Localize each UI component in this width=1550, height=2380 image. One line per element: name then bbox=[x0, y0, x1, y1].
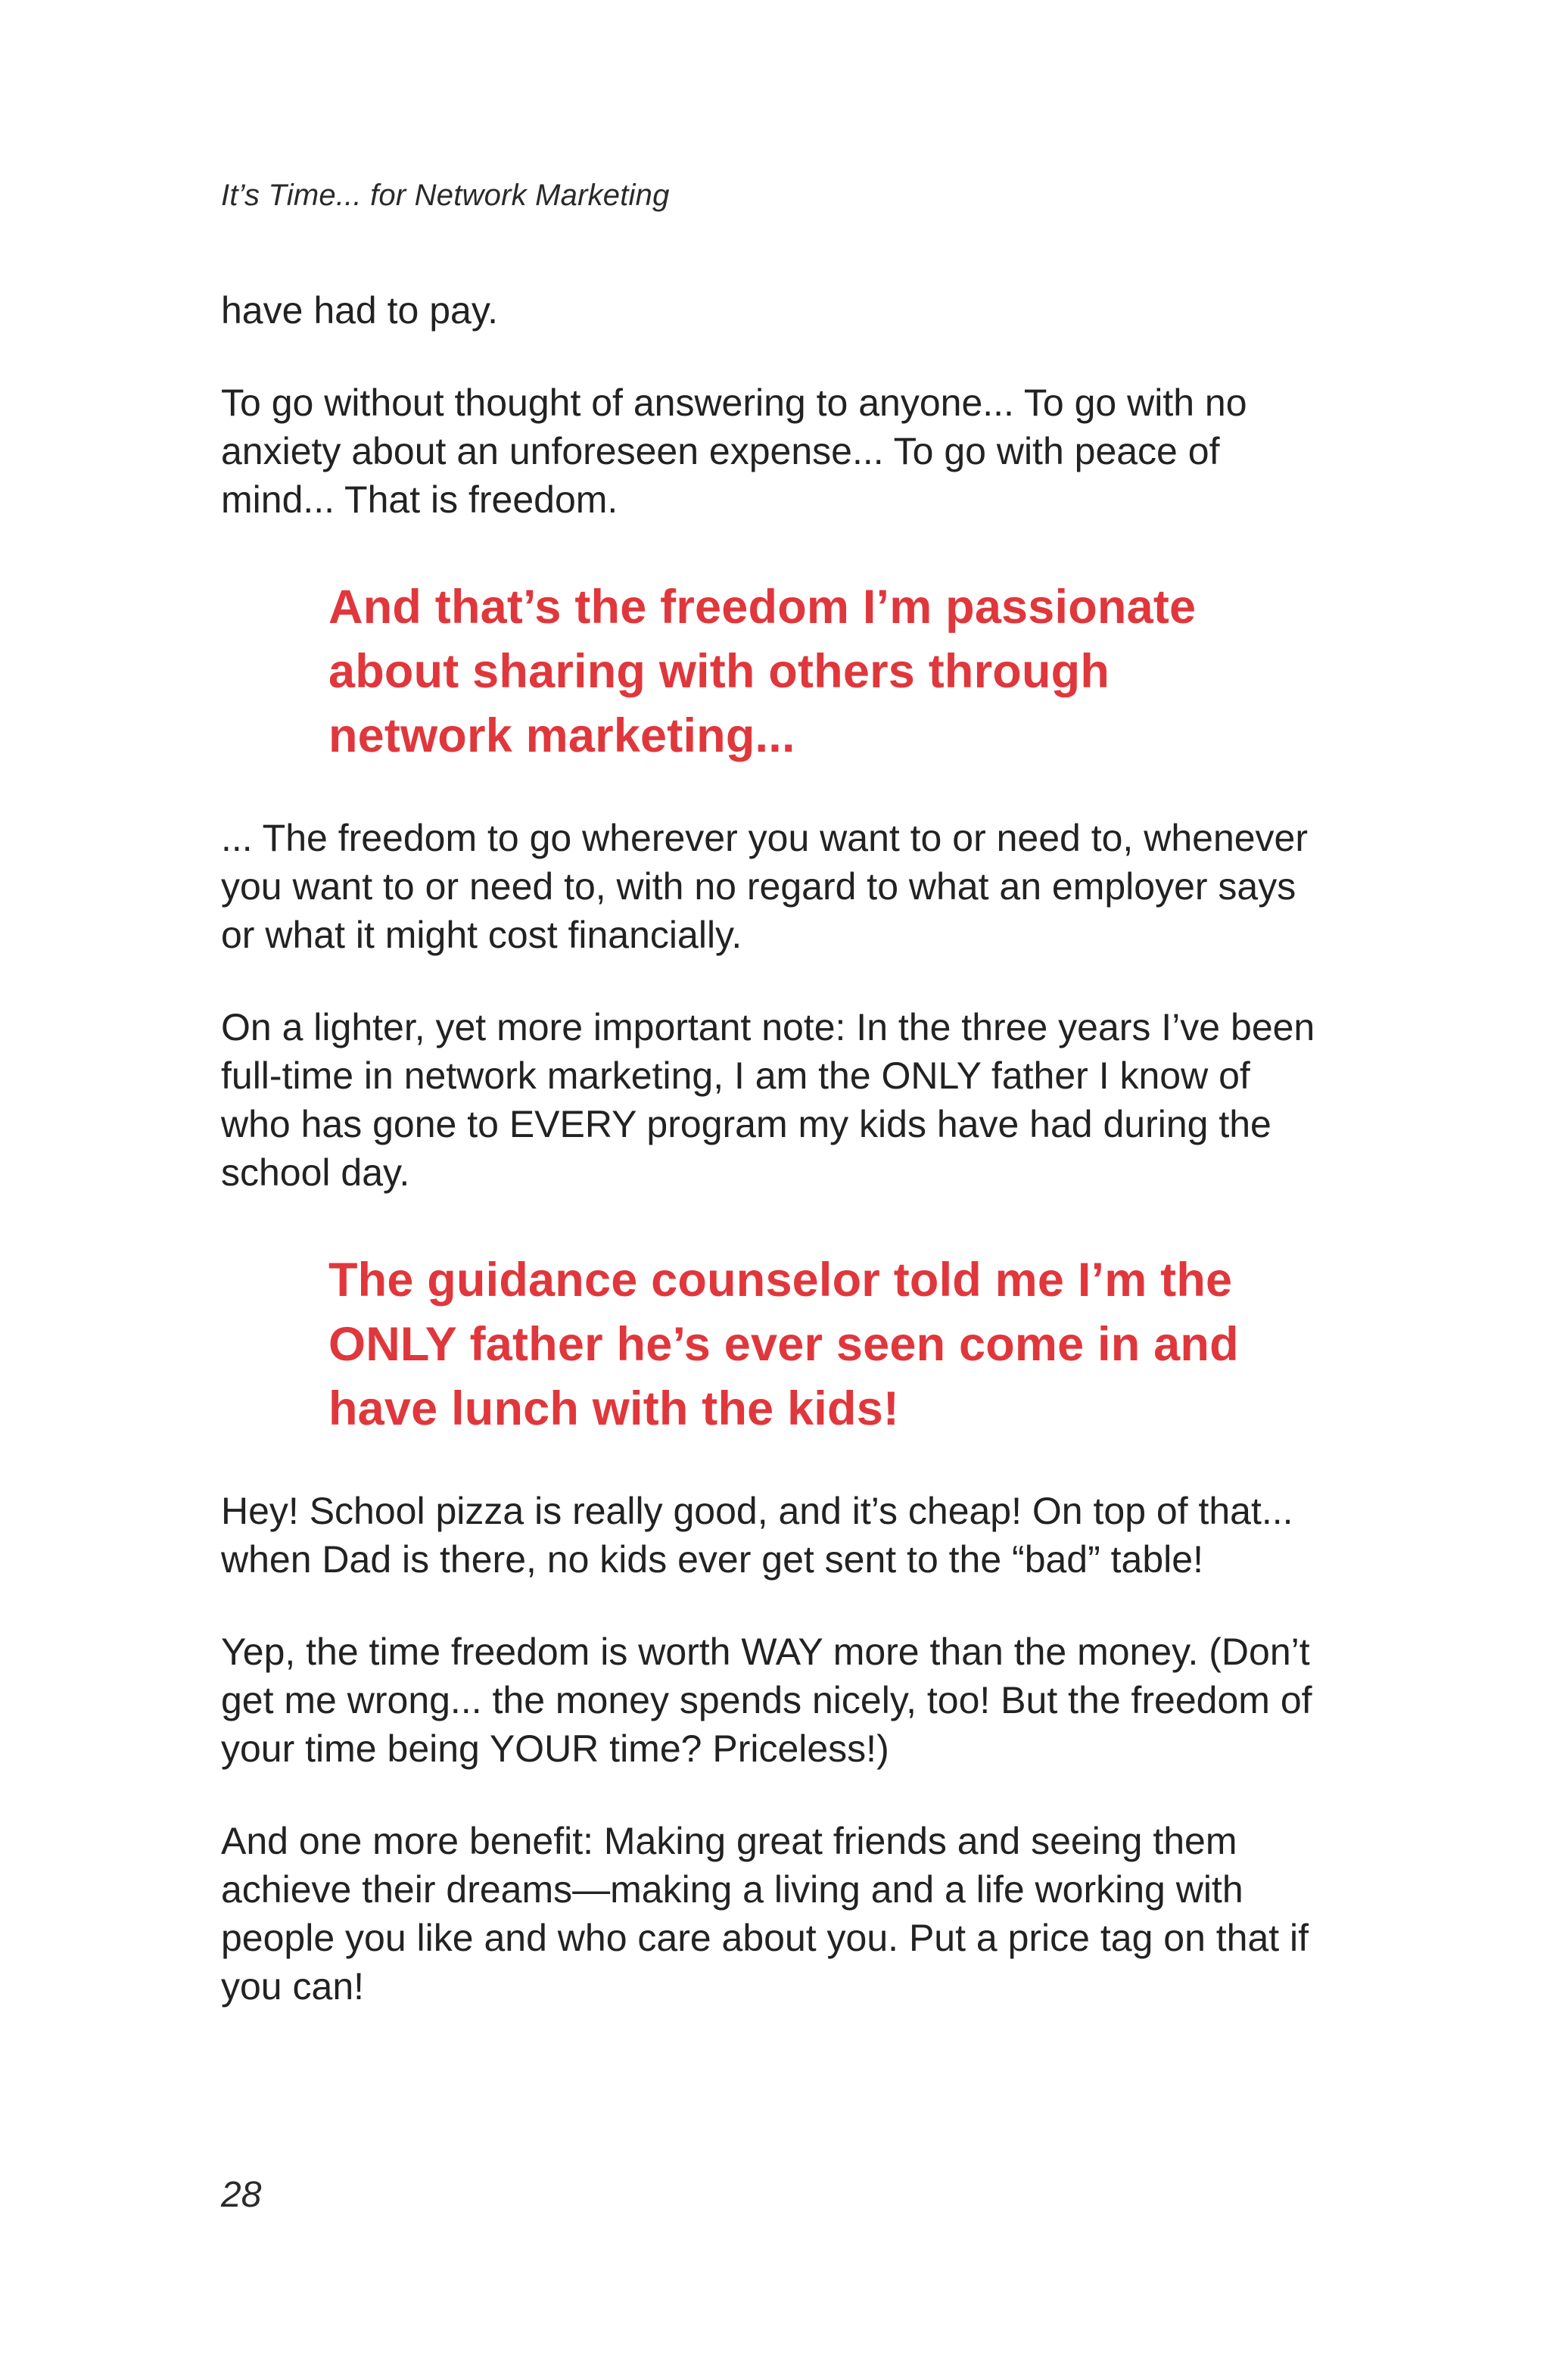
paragraph-2: To go without thought of answering to anyone... To go with no anxiety about an unforeseen expense... To go with peace of mind... That is freedom. bbox=[221, 382, 1247, 521]
paragraph-3: ... The freedom to go wherever you want to or need to, whenever you want to or need to, with no regard to what an employer says or what it might cost financially. bbox=[221, 817, 1309, 956]
paragraph-1: have had to pay. bbox=[221, 289, 499, 332]
paragraph-5: Hey! School pizza is really good, and it’s cheap! On top of that... when Dad is there, no kids ever get sent to the “bad” table! bbox=[221, 1490, 1293, 1581]
paragraph-6: Yep, the time freedom is worth WAY more than the money. (Don’t get me wrong... the money spends nicely, too! But the freedom of your time being YOUR time? Priceless!) bbox=[221, 1631, 1312, 1770]
page-number: 28 bbox=[221, 2175, 262, 2215]
pull-quote-2: The guidance counselor told me I’m the ONLY father he’s ever seen come in and have lunch with the kids! bbox=[328, 1254, 1239, 1435]
text-column bbox=[221, 286, 1326, 2011]
running-header: It’s Time... for Network Marketing bbox=[221, 179, 670, 212]
paragraph-7: And one more benefit: Making great friends and seeing them achieve their dreams—making a living and a life working with people you like and who care about you. Put a price tag on that if you can! bbox=[221, 1820, 1309, 2008]
pull-quote-1: And that’s the freedom I’m passionate about sharing with others through network marketing... bbox=[328, 581, 1197, 762]
paragraph-4: On a lighter, yet more important note: In the three years I’ve been full-time in network marketing, I am the ONLY father I know of who has gone to EVERY program my kids have had during the school day. bbox=[221, 1006, 1315, 1194]
